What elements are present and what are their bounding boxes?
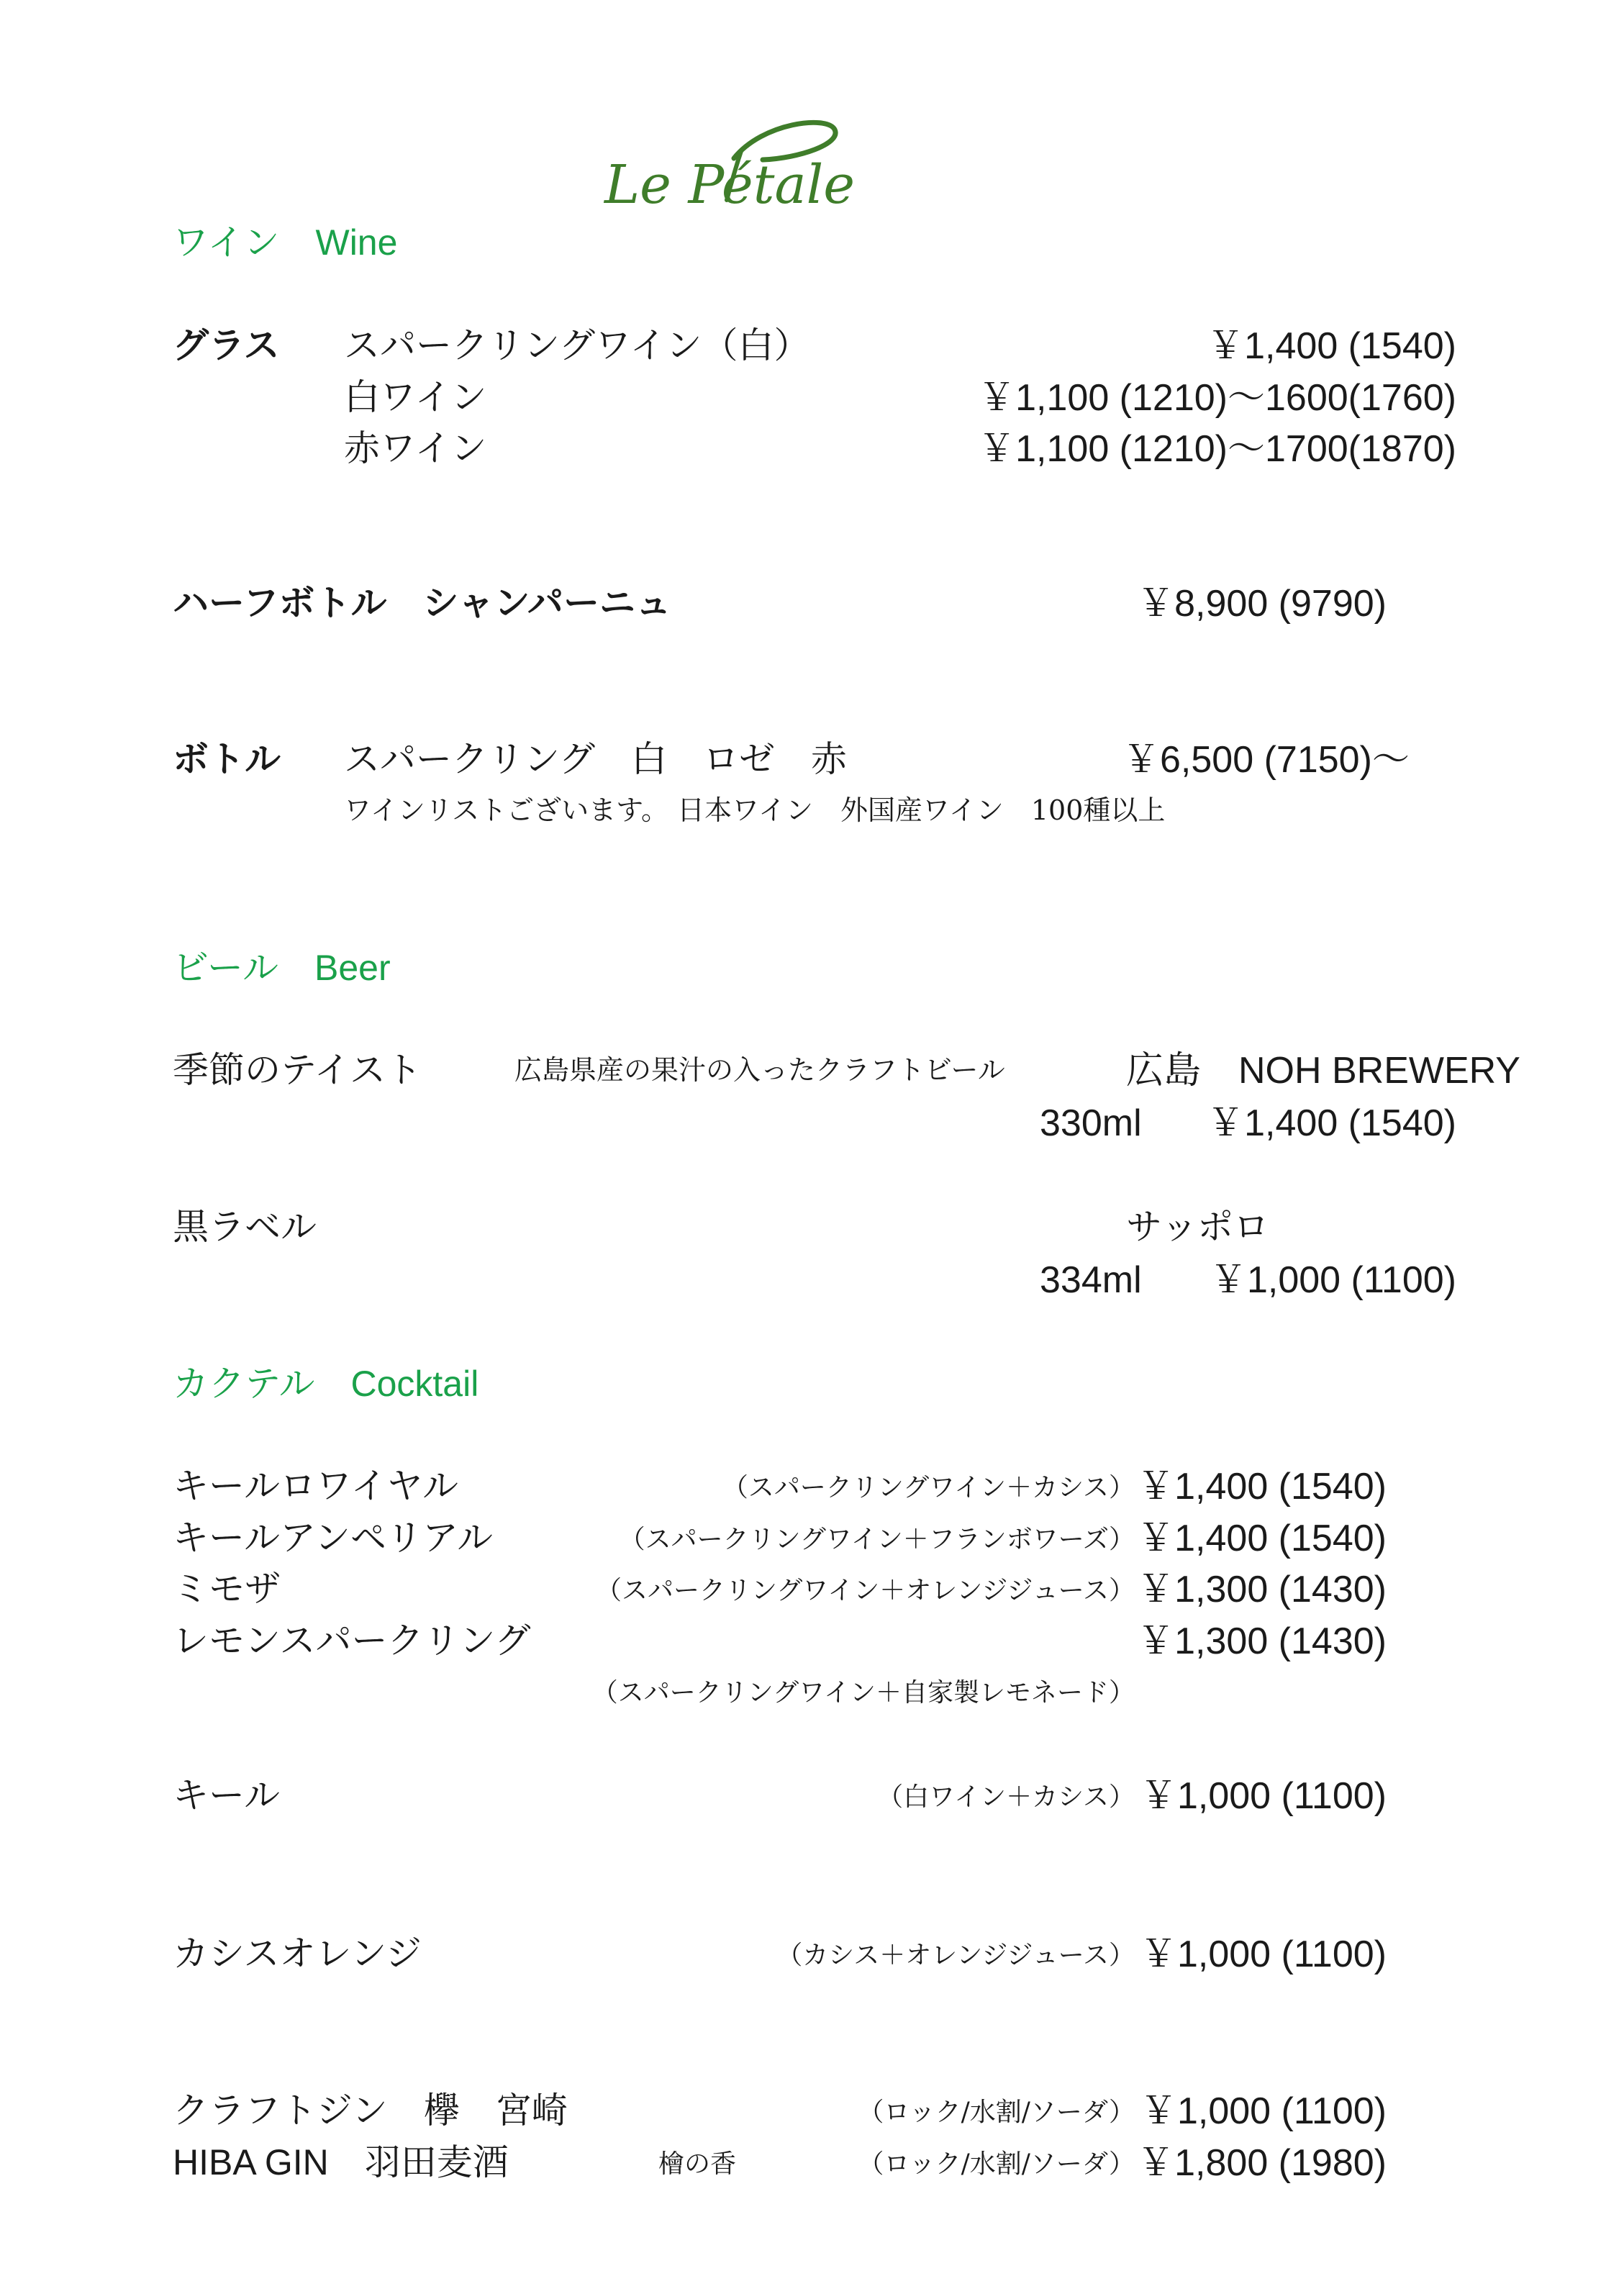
beer-item-brand: サッポロ (1126, 1206, 1269, 1248)
cocktail-item-name: カシスオレンジ (173, 1933, 422, 1975)
half-bottle-price: ￥8,900 (9790) (1137, 583, 1387, 625)
cocktail-item-name: レモンスパークリング (173, 1620, 531, 1661)
cocktail-item-desc: （ロック/水割/ソーダ） (858, 2098, 1135, 2127)
cocktail-item-desc: （ロック/水割/ソーダ） (858, 2149, 1135, 2179)
cocktail-item-desc: （スパークリングワイン＋カシス） (722, 1473, 1135, 1502)
cocktail-item-price: ￥1,300 (1430) (1137, 1620, 1387, 1662)
beer-item-desc: 広島県産の果汁の入ったクラフトビール (514, 1054, 1005, 1086)
logo (597, 108, 899, 216)
cocktail-item-desc: （スパークリングワイン＋フランボワーズ） (619, 1525, 1135, 1554)
cocktail-item-desc: （カシス＋オレンジジュース） (776, 1941, 1135, 1970)
glass-label: グラス (173, 325, 280, 366)
cocktail-item-note: 檜の香 (658, 2149, 737, 2179)
half-bottle-label: ハーフボトル シャンパーニュ (173, 582, 671, 624)
cocktail-item-name: キール (173, 1774, 280, 1816)
beer-item-price: ￥1,400 (1540) (1207, 1102, 1456, 1144)
beer-item-brand: 広島 NOH BREWERY (1126, 1050, 1520, 1092)
cocktail-item-price: ￥1,400 (1540) (1137, 1466, 1387, 1508)
glass-item-name: スパークリングワイン（白） (344, 325, 810, 366)
beer-item-volume: 334ml (1040, 1259, 1142, 1301)
cocktail-item-name: クラフトジン 欅 宮崎 (173, 2090, 568, 2131)
cocktail-item-price: ￥1,400 (1540) (1137, 1518, 1387, 1559)
logo-text: Le Pétale (604, 154, 856, 216)
bottle-note: ワインリストございます。 日本ワイン 外国産ワイン 100種以上 (344, 794, 1166, 826)
cocktail-item-price: ￥1,800 (1980) (1137, 2142, 1387, 2184)
bottle-price: ￥6,500 (7150)〜 (1122, 739, 1410, 781)
glass-item-name: 赤ワイン (344, 427, 487, 469)
beer-item-price: ￥1,000 (1100) (1209, 1259, 1456, 1301)
beer-item-name: 黒ラベル (173, 1206, 317, 1248)
wine-heading: ワイン Wine (173, 222, 398, 263)
cocktail-item-desc: （スパークリングワイン＋自家製レモネード） (591, 1678, 1135, 1708)
bottle-label: ボトル (173, 738, 281, 780)
cocktail-item-price: ￥1,000 (1100) (1139, 1775, 1387, 1817)
cocktail-item-name: ミモザ (173, 1568, 281, 1610)
bottle-name: スパークリング 白 ロゼ 赤 (344, 738, 847, 780)
cocktail-item-price: ￥1,000 (1100) (1139, 2090, 1387, 2132)
cocktail-item-name: キールロワイヤル (173, 1465, 458, 1507)
glass-item-price: ￥1,100 (1210)〜1700(1870) (978, 428, 1456, 470)
cocktail-item-price: ￥1,300 (1430) (1137, 1569, 1387, 1610)
beer-item-name: 季節のテイスト (173, 1049, 422, 1091)
beer-item-volume: 330ml (1040, 1102, 1142, 1144)
cocktail-item-desc: （白ワイン＋カシス） (877, 1782, 1135, 1812)
beer-heading: ビール Beer (173, 948, 391, 988)
cocktail-heading: カクテル Cocktail (173, 1364, 479, 1404)
glass-item-name: 白ワイン (344, 376, 487, 418)
glass-item-price: ￥1,400 (1540) (1207, 325, 1456, 367)
cocktail-item-name: HIBA GIN 羽田麦酒 (173, 2142, 509, 2182)
cocktail-item-desc: （スパークリングワイン＋オレンジジュース） (596, 1576, 1135, 1605)
cocktail-item-name: キールアンペリアル (173, 1517, 493, 1559)
cocktail-item-price: ￥1,000 (1100) (1139, 1933, 1387, 1975)
glass-item-price: ￥1,100 (1210)〜1600(1760) (978, 377, 1456, 419)
